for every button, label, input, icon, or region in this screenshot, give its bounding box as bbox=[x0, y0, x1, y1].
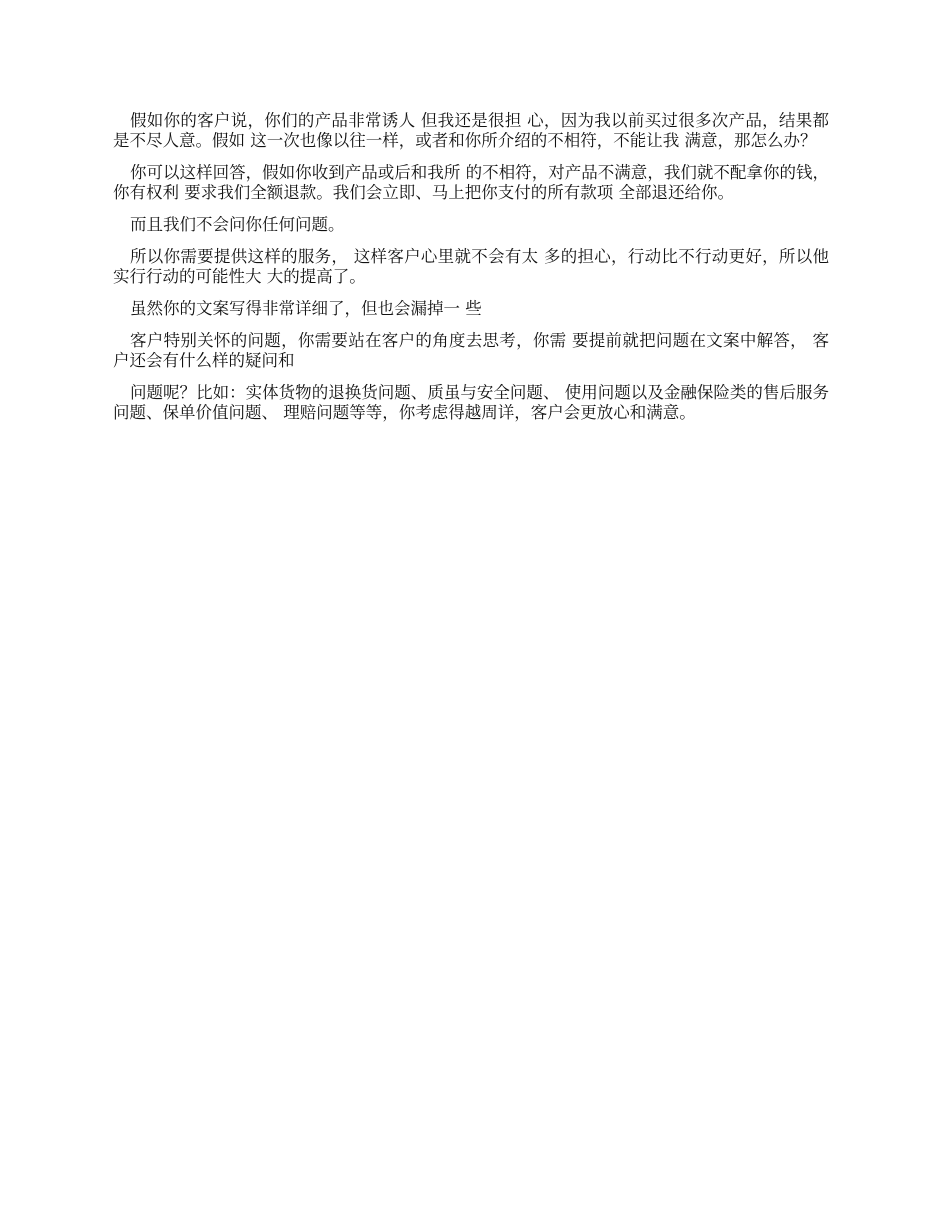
paragraph: 所以你需要提供这样的服务， 这样客户心里就不会有太 多的担心，行动比不行动更好，所以他实行行动的可能性大 大的提高了。 bbox=[113, 247, 829, 286]
paragraph: 你可以这样回答，假如你收到产品或后和我所 的不相符，对产品不满意，我们就不配拿你的钱，你有权利 要求我们全额退款。我们会立即、马上把你支付的所有款项 全部退还给你。 bbox=[113, 163, 829, 202]
paragraph: 问题呢？比如：实体货物的退换货问题、质虽与安全问题、 使用问题以及金融保险类的售后服务问题、保单价值问题、 理赔问题等等，你考虑得越周详，客户会更放心和满意。 bbox=[113, 383, 829, 422]
paragraph: 而且我们不会问你任何问题。 bbox=[130, 215, 345, 234]
paragraph: 客户特别关怀的问题，你需要站在客户的角度去思考，你需 要提前就把问题在文案中解答， 客户还会有什么样的疑问和 bbox=[113, 331, 829, 370]
document-body bbox=[113, 111, 829, 435]
paragraph: 虽然你的文案写得非常详细了，但也会漏掉一 些 bbox=[130, 299, 482, 318]
paragraph: 假如你的客户说，你们的产品非常诱人 但我还是很担 心，因为我以前买过很多次产品，结果都是不尽人意。假如 这一次也像以往一样，或者和你所介绍的不相符，不能让我 满意，那怎么办？ bbox=[113, 111, 829, 150]
